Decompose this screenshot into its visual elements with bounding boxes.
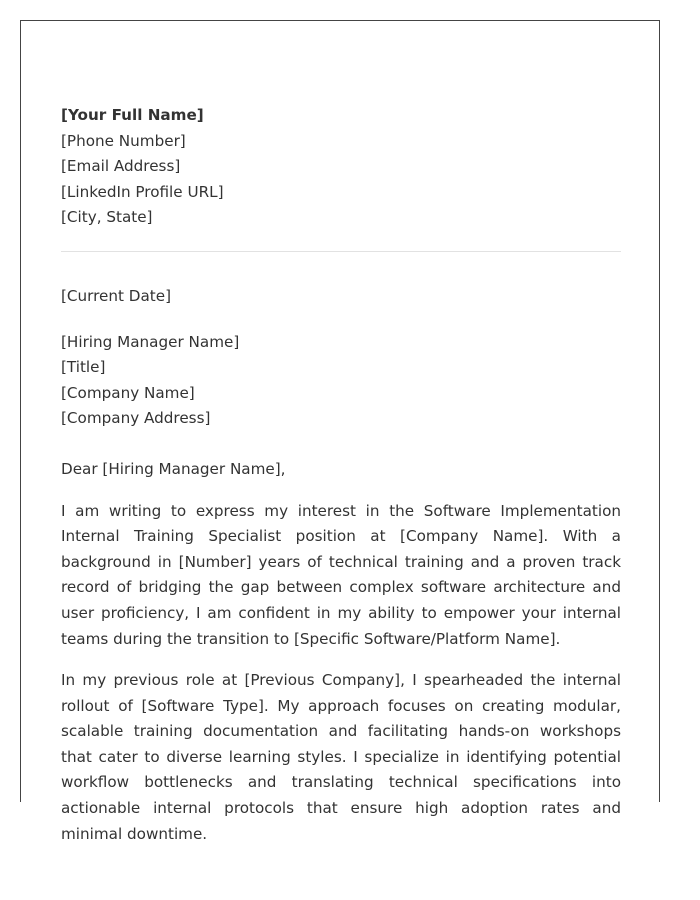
sender-location: [City, State]	[61, 208, 153, 227]
recipient-name: [Hiring Manager Name]	[61, 332, 240, 351]
body-paragraph: In my previous role at [Previous Company], I spearheaded the internal rollout of [Software Type]. My approach focuses on creating modular, scalable training documentation and facilitating hands-on workshops that cater to diverse learning styles. I specialize in identifying potential workflow bottlenecks and translating technical specifications into actionable internal protocols that ensure high adoption rates and minimal downtime.	[61, 671, 621, 843]
sender-email: [Email Address]	[61, 157, 181, 176]
letter-page	[20, 20, 660, 843]
body-paragraph: I am writing to express my interest in the Software Implementation Internal Training Specialist position at [Company Name]. With a background in [Number] years of technical training and a proven track record of bridging the gap between complex software architecture and user proficiency, I am confident in my ability to empower your internal teams during the transition to [Specific Software/Platform Name].	[61, 501, 621, 648]
header-divider	[61, 251, 621, 252]
recipient-address: [Company Address]	[61, 409, 211, 428]
letter-content	[61, 103, 621, 863]
recipient-block	[61, 330, 621, 432]
sender-phone: [Phone Number]	[61, 131, 186, 150]
sender-name: [Your Full Name]	[61, 106, 204, 124]
sender-block	[61, 103, 621, 231]
recipient-company: [Company Name]	[61, 383, 195, 402]
salutation: Dear [Hiring Manager Name],	[61, 459, 286, 478]
recipient-title: [Title]	[61, 358, 106, 377]
letter-date: [Current Date]	[61, 286, 172, 305]
sender-linkedin: [LinkedIn Profile URL]	[61, 182, 224, 201]
